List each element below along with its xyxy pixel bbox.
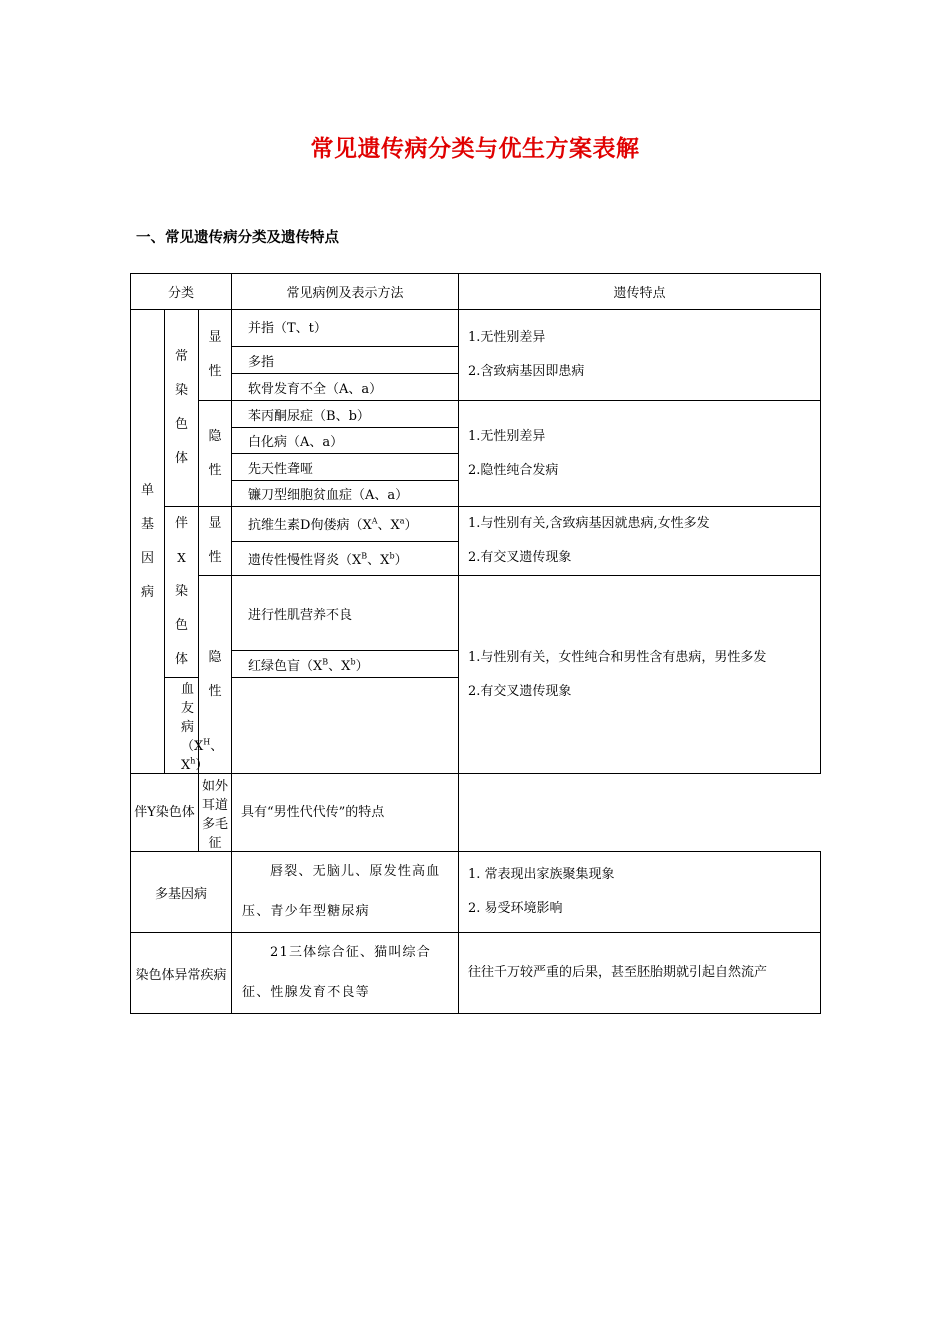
single-gene-char: 因 [140, 550, 154, 566]
header-diseases: 常见病例及表示方法 [232, 274, 459, 310]
polygenic-label: 多基因病 [131, 852, 232, 933]
x-dominant-label: 显 性 [199, 507, 232, 576]
autosomal-label: 常 染 色 体 [165, 310, 199, 507]
single-gene-label [131, 310, 165, 774]
single-gene-char: 病 [140, 584, 154, 600]
disease-cell: 苯丙酮尿症（B、b） [232, 401, 459, 428]
disease-cell: 软骨发育不全（A、a） [232, 374, 459, 401]
x-recessive-features: 1.与性别有关，女性纯合和男性含有患病，男性多发 2.有交叉遗传现象 [459, 576, 821, 774]
section-heading: 一、常见遗传病分类及遗传特点 [136, 230, 339, 246]
single-gene-char: 单 [140, 482, 154, 498]
x-dominant-features: 1.与性别有关,含致病基因就患病,女性多发 2.有交叉遗传现象 [459, 507, 821, 576]
autosomal-recessive-label: 隐 性 [199, 401, 232, 507]
disease-cell: 进行性肌营养不良 [232, 576, 459, 651]
disease-cell: 多指 [232, 347, 459, 374]
x-recessive-label: 隐 性 [199, 576, 232, 774]
genetic-disease-table [130, 273, 821, 1014]
header-features: 遗传特点 [459, 274, 821, 310]
autosomal-dominant-features: 1.无性别差异 2.含致病基因即患病 [459, 310, 821, 401]
chromosomal-diseases: 21三体综合征、猫叫综合征、性腺发育不良等 [232, 933, 459, 1014]
chromosomal-feature: 往往千万较严重的后果，甚至胚胎期就引起自然流产 [459, 933, 821, 1014]
y-linked-feature: 具有“男性代代传”的特点 [232, 774, 459, 852]
disease-cell: 抗维生素D佝偻病（$X^A$、$X^a$） [232, 507, 459, 542]
header-category: 分类 [131, 274, 232, 310]
page-title: 常见遗传病分类与优生方案表解 [310, 136, 640, 162]
autosomal-dominant-label: 显 性 [199, 310, 232, 401]
disease-cell: 血友病（$X^H$、$X^h$） [165, 678, 199, 774]
polygenic-diseases: 唇裂、无脑儿、原发性高血压、青少年型糖尿病 [232, 852, 459, 933]
polygenic-features: 1. 常表现出家族聚集现象 2. 易受环境影响 [459, 852, 821, 933]
disease-cell: 如外耳道多毛征 [199, 774, 232, 852]
y-linked-label: 伴Y染色体 [131, 774, 199, 852]
autosomal-recessive-features: 1.无性别差异 2.隐性纯合发病 [459, 401, 821, 507]
disease-cell: 遗传性慢性肾炎（$X^B$、$X^b$） [232, 541, 459, 576]
disease-cell: 白化病（A、a） [232, 428, 459, 454]
single-gene-char: 基 [140, 516, 154, 532]
disease-cell: 先天性聋哑 [232, 454, 459, 481]
disease-cell: 并指（T、t） [232, 310, 459, 347]
x-linked-label: 伴 X 染 色 体 [165, 507, 199, 678]
disease-cell: 镰刀型细胞贫血症（A、a） [232, 481, 459, 507]
chromosomal-label: 染色体异常疾病 [131, 933, 232, 1014]
disease-cell: 红绿色盲（$X^B$、$X^b$） [232, 651, 459, 678]
